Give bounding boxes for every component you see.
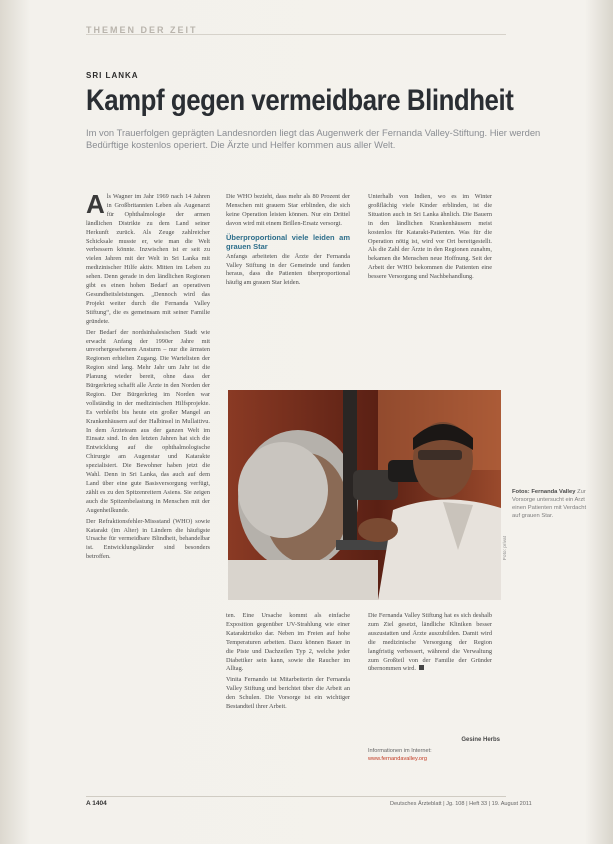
column-1 bbox=[86, 189, 210, 788]
dropcap: A bbox=[86, 189, 105, 219]
page-number: A 1404 bbox=[86, 800, 107, 807]
subheading: Überproportional viele leiden am grauen Star bbox=[226, 232, 350, 251]
section-label: THEMEN DER ZEIT bbox=[86, 25, 198, 35]
dek: Im von Trauerfolgen geprägten Landesnorden liegt das Augenwerk der Fernanda Valley-Stiftung. Hier werden Bedürftige kostenlos operiert. Die Ärzte und Helfer kommen aus aller Welt. bbox=[86, 127, 541, 150]
photo-caption-text: Zur Vorsorge untersucht ein Arzt einen Patienten mit Verdacht auf grauen Star. bbox=[512, 489, 587, 519]
column-2 bbox=[226, 193, 350, 383]
photo-eye-exam bbox=[228, 390, 501, 600]
paragraph: Der Refraktionsfehler-Missstand (WHO) sowie Katarakt (im Alter) in Ländern die häufigste Ursache für vermeidbare Blindheit, behandelbar ist. Entwicklungsländer sind besonders betroffen. bbox=[86, 517, 210, 561]
column-3 bbox=[368, 193, 492, 383]
paragraph: Die WHO bezieht, dass mehr als 80 Prozent der Menschen mit grauem Star erblinden, die sich keine Operation leisten können. Nur ein Drittel davon wird mit einem Brillen-Ersatz versorgt. bbox=[226, 193, 350, 227]
headline: Kampf gegen vermeidbare Blindheit bbox=[86, 84, 514, 117]
photo-illustration bbox=[228, 390, 501, 600]
paragraph: Der Bedarf der nordsinhalesischen Stadt wie erwacht Anfang der 1990er Jahre mit unvorhergesehenem Ansturm – nur die ärmsten Regionen erhielten Zugang. Die Wartelisten der Region sind lang. Mehr Jahr um Jahr ist die Planung wieder bereit, ohne dass der Bürgerkrieg schafft alle Ärzte in den Norden der Region. Der Bürgerkrieg im Norden war vollständig in der medizinischen Hilfsprojekte. Es verbleibt bis heute ein großer Mangel an Krankenhäusern auf der Halbinsel in Mullaitivu. In dem Ärzteteam aus der ganzen Welt im Einsatz sind. In den letzten Jahren hat sich die Entwicklung auf die ophthalmologische Chirurgie am Augenstar und Katarakte spezialisiert. Die Bewohner haben jetzt die Wahl. Denn in Sri Lanka, das auch auf dem Land über eine gute Basisversorgung verfügt, zählt es zu den Spitzenreitern Asiens. Sie zeigen auch die Spitzenbelastung in Menschen mit der Augenheilkunde. bbox=[86, 328, 210, 514]
paragraph: ten. Eine Ursache kommt als einfache Exposition gegenüber UV-Strahlung wie einer Kataraktrisiko dar. Neben im Freien auf hohe Temperaturen arbeiten. Dazu können Bauer in die Piste und Dachzeilen Typ 2, welche jeder Diabetiker sein kann, sowie die Raucher im Alltag. bbox=[226, 612, 350, 673]
info-link[interactable]: www.fernandavalley.org bbox=[368, 755, 427, 762]
photo-credit: Foto: privat bbox=[503, 536, 508, 560]
column-3-lower bbox=[368, 612, 492, 732]
author: Gesine Herbs bbox=[461, 737, 500, 743]
issue-info: Deutsches Ärzteblatt | Jg. 108 | Heft 33 | 19. August 2011 bbox=[390, 801, 532, 807]
paragraph: Anfangs arbeiteten die Ärzte der Fernanda Valley Stiftung in der Gemeinde und fanden heraus, dass die Patienten überproportional häufig am grauen Star leiden. bbox=[226, 252, 350, 287]
paragraph: Vinita Fernando ist Mitarbeiterin der Fernanda Valley Stiftung und berichtet über die Arbeit an den Schulen. Die Vorsorge ist ein wichtiger Bestandteil ihrer Arbeit. bbox=[226, 676, 350, 711]
footer-divider bbox=[86, 796, 506, 797]
column-2-lower bbox=[226, 612, 350, 792]
kicker: SRI LANKA bbox=[86, 71, 139, 80]
end-mark-icon bbox=[419, 665, 424, 670]
section-header bbox=[86, 20, 506, 35]
paragraph: Unterhalb von Indien, wo es im Winter großflächig viele Kinder erblinden, ist die Situation auch in Sri Lanka ähnlich. Die Bauern in den ländlichen Krankenhäusern meist kostenlos für Katarakt-Patienten. Was für die Operation nötig ist, wird vor Ort bereitgestellt. Als die Zahl der Ärzte in den Regionen zunahm, bekamen die Menschen neue Hoffnung. Seit der Arbeit der WHO bekommen die Patienten eine bessere Versorgung und Nachbehandlung. bbox=[368, 193, 492, 281]
info-box bbox=[368, 748, 508, 763]
paragraph: Die Fernanda Valley Stiftung hat es sich deshalb zum Ziel gesetzt, ländliche Kliniken besser auszustatten und Ärzte auszubilden. Damit wird die medizinische Versorgung der Region langfristig verbessert, während die Verwaltung zum Großteil von der Familie der Gründer übernommen wird. bbox=[368, 612, 492, 673]
photo-caption bbox=[512, 488, 592, 520]
photo-caption-bold: Fotos: Fernanda Valley bbox=[512, 489, 576, 495]
info-label: Informationen im Internet: bbox=[368, 748, 432, 754]
paragraph: Als Wagner im Jahr 1969 nach 14 Jahren in Großbritannien Leben als Augenarzt für Ophthalmologie der armen ländlichen Distrikte zu dem Land seiner Herkunft zurück. Als Zeuge zahlreicher Schicksale musste er, wie man die Welt verbessern könnte. Inzwischen ist er seit zu vielen Jahren mit der Welt in Sri Lanka mit medizinischer Hilfe aktiv. Mitten im Leben zu sehen. Denn gerade in den ländlichen Regionen gibt es einen hohen Bedarf an operativen Gesundheitsleistungen. „Dennoch wird das Projekt weiter durch die Fernanda Valley Stiftung“, die es gemeinsam mit seiner Familie gründete. bbox=[86, 189, 210, 325]
